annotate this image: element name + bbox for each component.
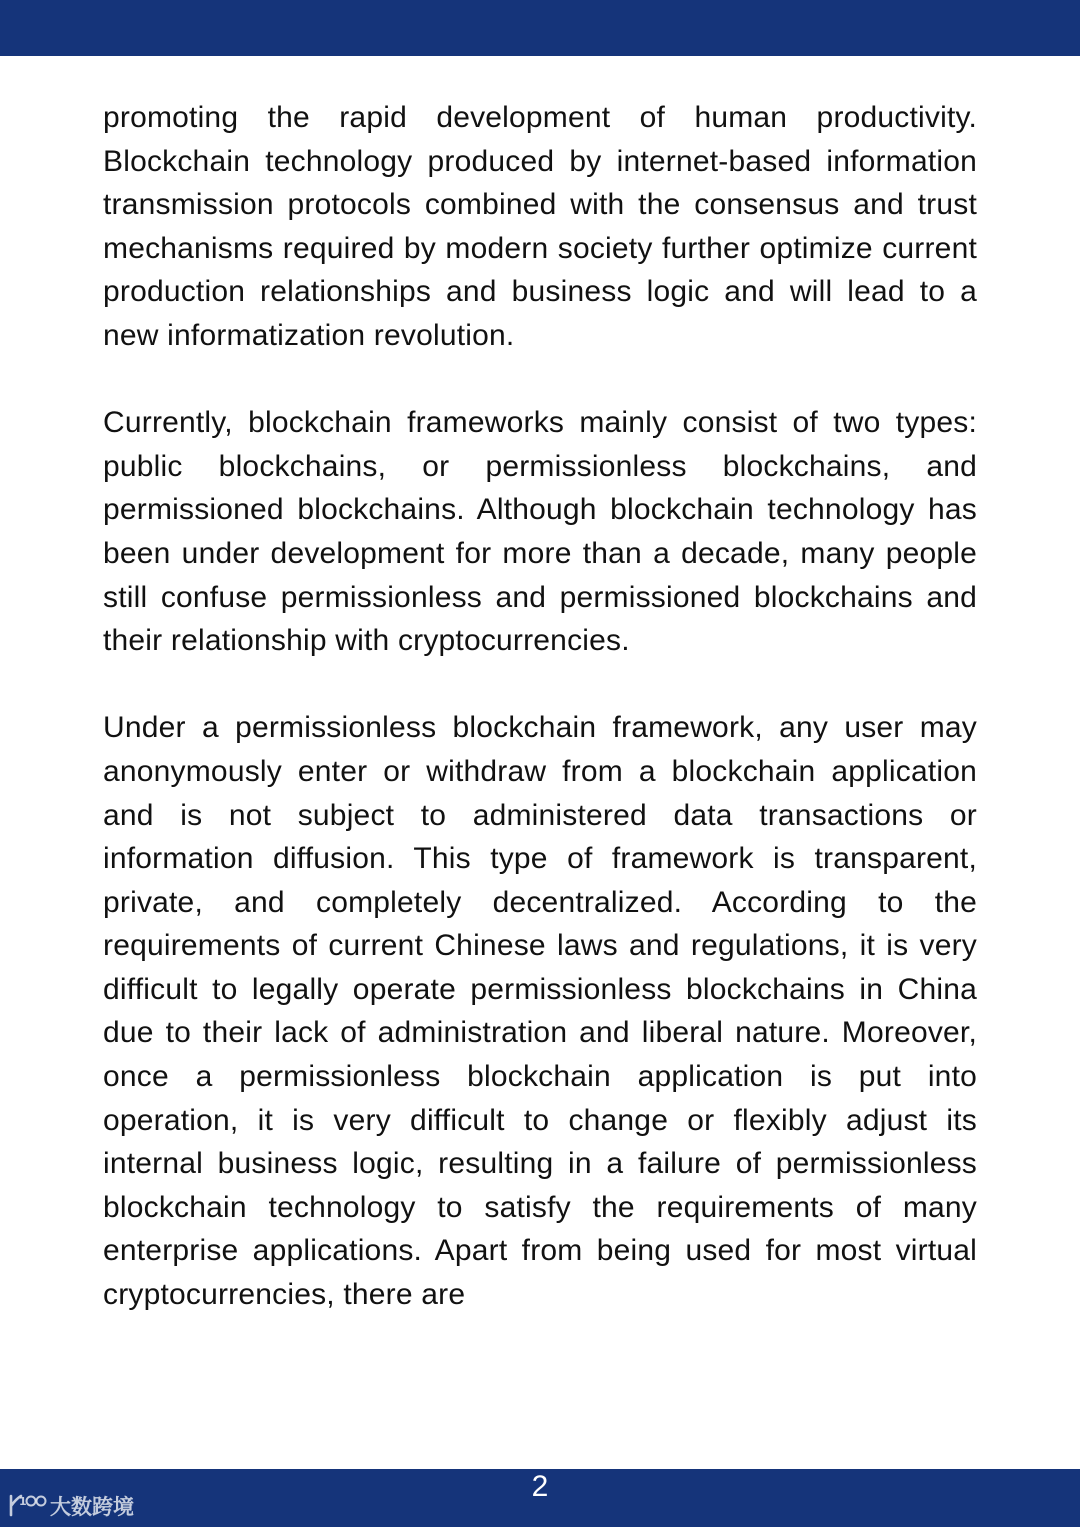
document-body — [103, 96, 977, 1360]
watermark-logo-icon — [8, 1491, 48, 1521]
svg-text:1: 1 — [19, 1495, 27, 1508]
paragraph-3: Under a permissionless blockchain framework, any user may anonymously enter or withdraw from a blockchain application and is not subject to administered data transactions or information diffusion. This type of framework is transparent, private, and completely decentralized. According to the requirements of current Chinese laws and regulations, it is very difficult to legally operate permissionless blockchains in China due to their lack of administration and liberal nature. Moreover, once a permissionless blockchain application is put into operation, it is very difficult to change or flexibly adjust its internal business logic, resulting in a failure of permissionless blockchain technology to satisfy the requirements of many enterprise applications. Apart from being used for most virtual cryptocurrencies, there are — [103, 711, 977, 1312]
paragraph-1: promoting the rapid development of human productivity. Blockchain technology produced by internet-based information transmission protocols combined with the consensus and trust mechanisms required by modern society further optimize current production relationships and business logic and will lead to a new informatization revolution. — [103, 101, 977, 352]
paragraph-2: Currently, blockchain frameworks mainly consist of two types: public blockchains, or permissionless blockchains, and permissioned blockchains. Although blockchain technology has been under development for more than a decade, many people still confuse permissionless and permissioned blockchains and their relationship with cryptocurrencies. — [103, 406, 977, 658]
header-bar — [0, 0, 1080, 56]
watermark-text: 大数跨境 — [50, 1495, 134, 1519]
watermark — [8, 1489, 134, 1523]
page-number: 2 — [531, 1470, 549, 1503]
